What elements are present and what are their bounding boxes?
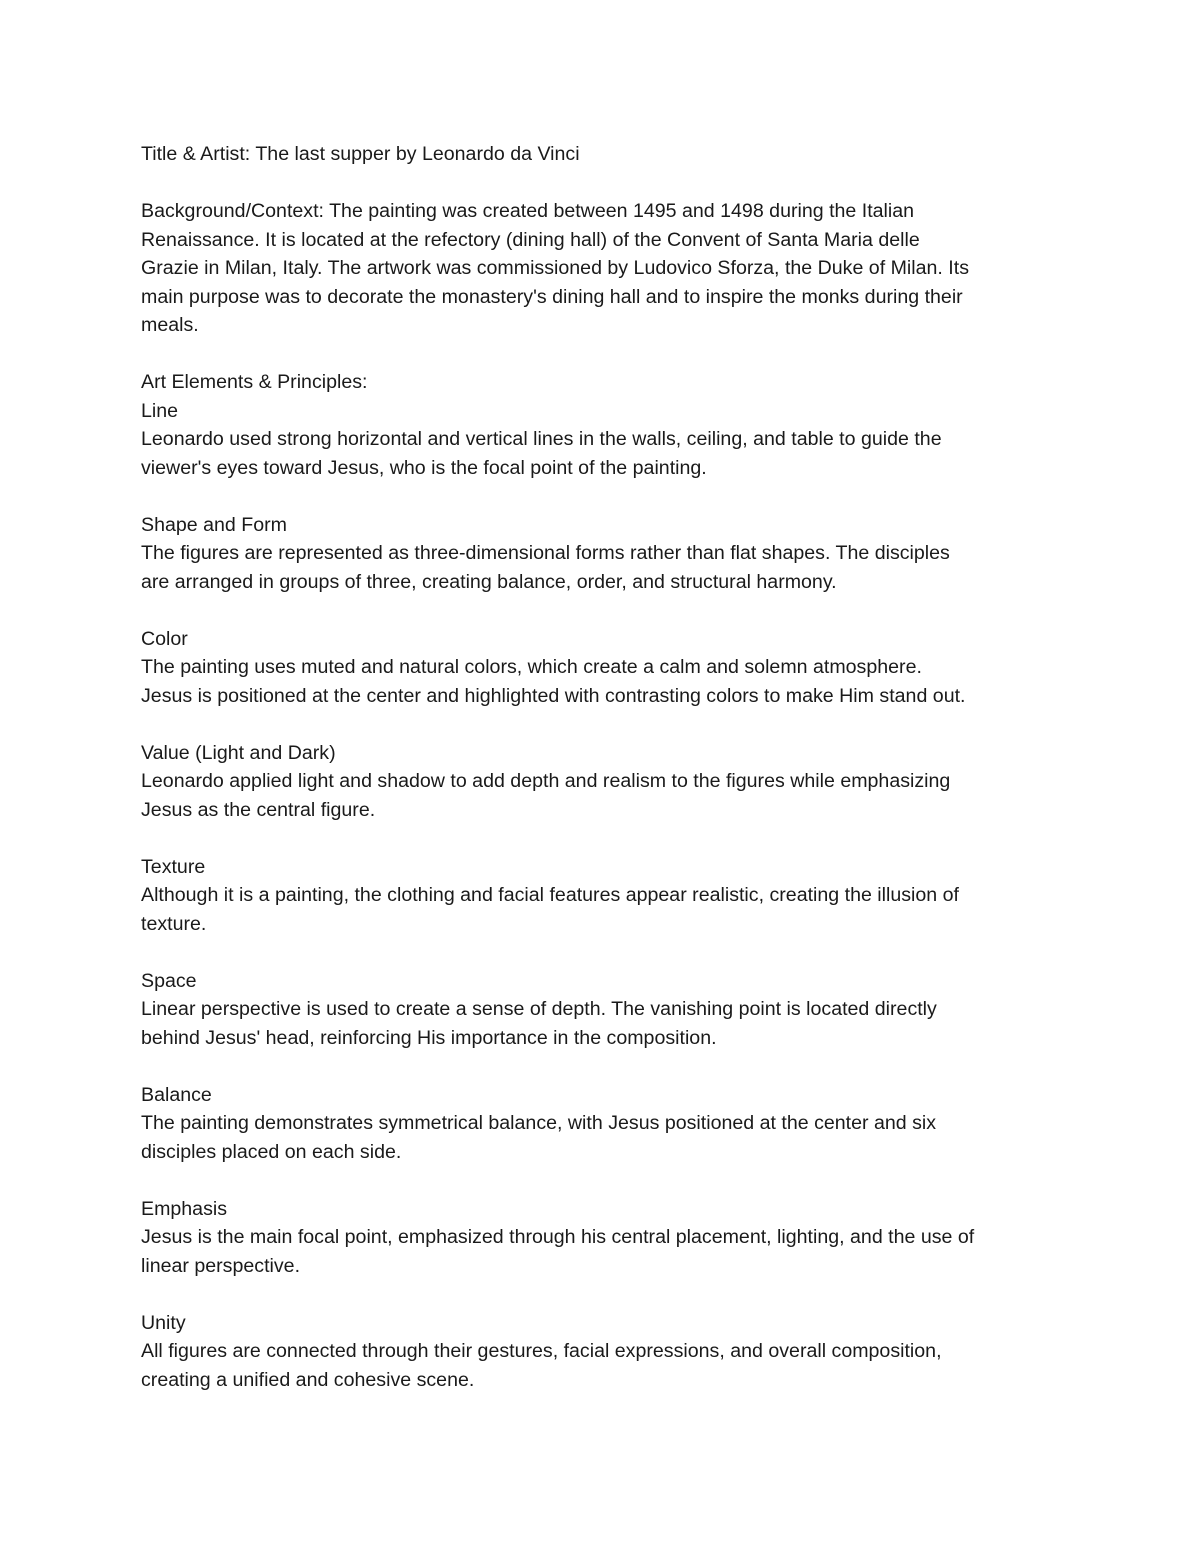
- section-unity: [141, 1309, 1071, 1395]
- section-line: [141, 368, 1071, 482]
- background-line: main purpose was to decorate the monastery's dining hall and to inspire the monks during their: [141, 285, 963, 308]
- section-balance: [141, 1081, 1071, 1167]
- section-space: [141, 967, 1071, 1053]
- section-heading-value: Value (Light and Dark): [141, 741, 336, 764]
- section-text-line: viewer's eyes toward Jesus, who is the focal point of the painting.: [141, 456, 707, 479]
- section-texture: [141, 853, 1071, 939]
- section-text-line: creating a unified and cohesive scene.: [141, 1368, 475, 1391]
- section-heading-unity: Unity: [141, 1311, 186, 1334]
- title-artist-paragraph: [141, 140, 1071, 169]
- section-heading-space: Space: [141, 969, 197, 992]
- section-emphasis: [141, 1195, 1071, 1281]
- section-heading-line: Line: [141, 399, 179, 422]
- section-shape-and-form: [141, 511, 1071, 597]
- section-text-line: are arranged in groups of three, creating balance, order, and structural harmony.: [141, 570, 837, 593]
- background-line: Renaissance. It is located at the refectory (dining hall) of the Convent of Santa Maria delle: [141, 228, 920, 251]
- section-value: [141, 739, 1071, 825]
- elements-heading: Art Elements & Principles:: [141, 371, 368, 393]
- section-text-line: Jesus is positioned at the center and highlighted with contrasting colors to make Him stand out.: [141, 684, 966, 707]
- section-text-line: The figures are represented as three-dimensional forms rather than flat shapes. The disciples: [141, 542, 950, 564]
- section-text-line: Jesus is the main focal point, emphasized through his central placement, lighting, and the use of: [141, 1226, 975, 1248]
- section-text-line: Although it is a painting, the clothing and facial features appear realistic, creating the illusion of: [141, 884, 959, 906]
- title-artist-line: Title & Artist: The last supper by Leonardo da Vinci: [141, 143, 580, 165]
- background-line: meals.: [141, 314, 199, 336]
- section-heading-color: Color: [141, 627, 188, 650]
- background-line: Background/Context: The painting was created between 1495 and 1498 during the Italian: [141, 200, 915, 222]
- section-text-line: linear perspective.: [141, 1254, 301, 1277]
- section-heading-shape-and-form: Shape and Form: [141, 513, 287, 536]
- section-text-line: All figures are connected through their gestures, facial expressions, and overall composition,: [141, 1340, 942, 1362]
- section-text-line: The painting demonstrates symmetrical balance, with Jesus positioned at the center and six: [141, 1112, 937, 1134]
- section-text-line: texture.: [141, 912, 207, 935]
- section-text-line: Jesus as the central figure.: [141, 798, 376, 821]
- section-text-line: Linear perspective is used to create a sense of depth. The vanishing point is located directly: [141, 998, 937, 1020]
- section-text-line: behind Jesus' head, reinforcing His importance in the composition.: [141, 1026, 717, 1049]
- section-color: [141, 625, 1071, 711]
- section-text-line: Leonardo applied light and shadow to add depth and realism to the figures while emphasizing: [141, 770, 951, 792]
- section-text-line: disciples placed on each side.: [141, 1140, 402, 1163]
- section-heading-texture: Texture: [141, 855, 206, 878]
- section-text-line: Leonardo used strong horizontal and vertical lines in the walls, ceiling, and table to guide the: [141, 428, 942, 450]
- background-paragraph: [141, 197, 1071, 340]
- section-heading-balance: Balance: [141, 1083, 212, 1106]
- background-line: Grazie in Milan, Italy. The artwork was commissioned by Ludovico Sforza, the Duke of Milan. Its: [141, 257, 969, 279]
- section-text-line: The painting uses muted and natural colors, which create a calm and solemn atmosphere.: [141, 656, 922, 678]
- document-page: [141, 140, 1071, 1423]
- section-heading-emphasis: Emphasis: [141, 1197, 228, 1220]
